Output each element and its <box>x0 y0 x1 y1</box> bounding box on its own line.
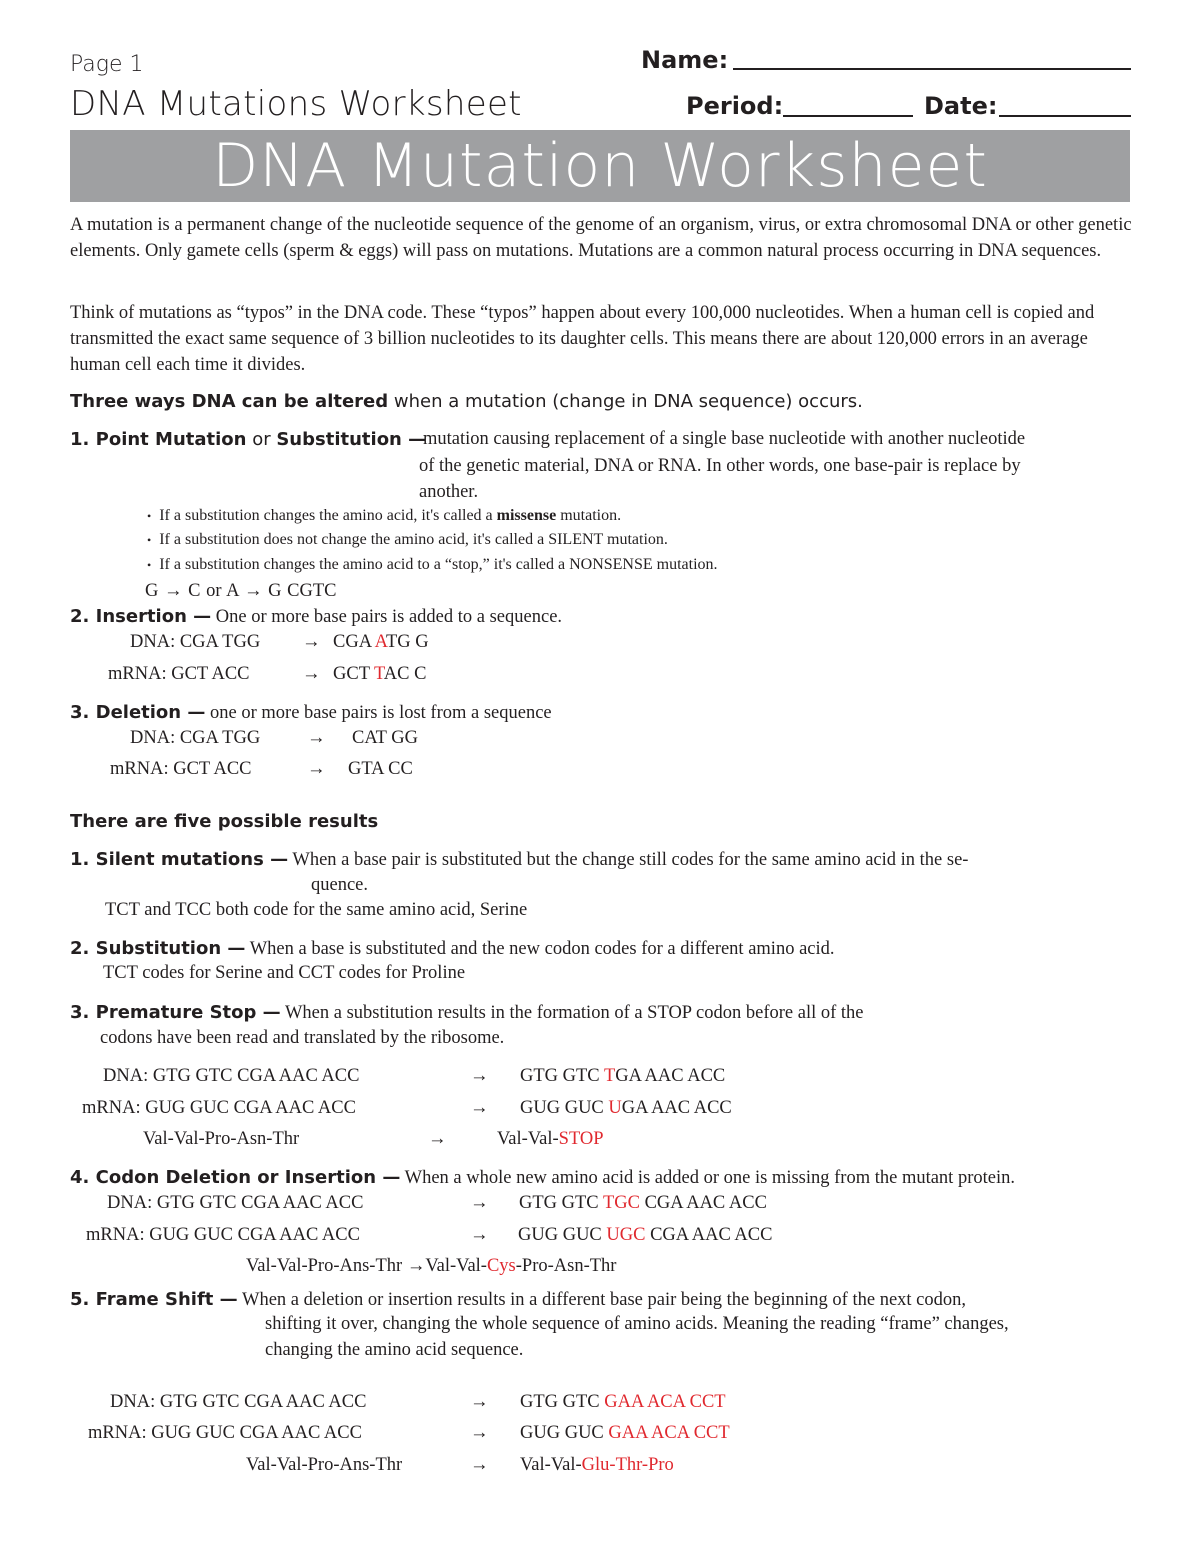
frameshift-desc-1: When a deletion or insertion results in a different base pair being the beginning of the next codon, <box>237 1290 967 1310</box>
premature-dna-right: GTG GTC TGA AAC ACC <box>520 1066 726 1086</box>
silent-title-line <box>70 849 968 871</box>
frameshift-dna-left: DNA: GTG GTC CGA AAC ACC <box>110 1392 367 1412</box>
date-label: Date: <box>924 92 998 120</box>
bullet-1-post: mutation. <box>556 507 622 524</box>
insertion-title: 2. Insertion — <box>70 606 212 627</box>
date-field[interactable] <box>999 115 1131 117</box>
premature-desc-2: codons have been read and translated by the ribosome. <box>100 1028 505 1048</box>
bullet-icon: • <box>147 533 152 547</box>
frameshift-desc-2: shifting it over, changing the whole sequence of amino acids. Meaning the reading “frame” changes, <box>265 1314 1009 1334</box>
premature-mrna-right: GUG GUC UGA AAC ACC <box>520 1098 732 1118</box>
silent-desc-1: When a base pair is substituted but the change still codes for the same amino acid in the se- <box>288 850 969 870</box>
insertion-dna-left: DNA: CGA TGG <box>130 632 261 652</box>
point-mutation-title <box>70 429 426 450</box>
arrow-icon: → <box>307 759 326 779</box>
name-label: Name: <box>641 46 729 74</box>
arrow-icon: → <box>307 728 326 748</box>
point-title-or: or <box>246 429 277 450</box>
deletion-dna-right: CAT GG <box>352 728 418 748</box>
codon-aa-line: Val-Val-Pro-Ans-Thr →Val-Val-Cys-Pro-Asn-Thr <box>246 1256 617 1276</box>
bullet-icon: • <box>147 509 152 523</box>
frameshift-title-line <box>70 1289 966 1311</box>
frameshift-aa-left: Val-Val-Pro-Ans-Thr <box>246 1455 403 1475</box>
arrow-icon: → <box>470 1423 489 1443</box>
frameshift-title: 5. Frame Shift — <box>70 1289 238 1310</box>
arrow-icon: → <box>302 664 321 684</box>
arrow-icon: → <box>470 1225 489 1245</box>
premature-aa-left: Val-Val-Pro-Asn-Thr <box>143 1129 300 1149</box>
frameshift-mrna-left: mRNA: GUG GUC CGA AAC ACC <box>88 1423 362 1443</box>
ways-heading-bold: Three ways DNA can be altered <box>70 391 389 412</box>
point-desc-3: another. <box>419 482 479 502</box>
arrow-icon: → <box>428 1129 447 1149</box>
arrow-icon: → <box>470 1098 489 1118</box>
codon-title: 4. Codon Deletion or Insertion — <box>70 1167 401 1188</box>
codon-dna-right: GTG GTC TGC CGA AAC ACC <box>519 1193 767 1213</box>
substitution-desc: When a base is substituted and the new codon codes for a different amino acid. <box>245 939 835 959</box>
insertion-title-line <box>70 606 562 628</box>
codon-mrna-left: mRNA: GUG GUC CGA AAC ACC <box>86 1225 360 1245</box>
point-bullet-1 <box>147 507 621 525</box>
arrow-icon: → <box>470 1193 489 1213</box>
worksheet-subtitle: DNA Mutations Worksheet <box>70 84 522 124</box>
codon-title-line <box>70 1167 1015 1189</box>
ways-heading-rest: when a mutation (change in DNA sequence) occurs. <box>388 391 863 412</box>
substitution-title: 2. Substitution — <box>70 938 246 959</box>
insertion-dna-right: CGA ATG G <box>333 632 429 652</box>
point-bullet-3 <box>147 556 718 574</box>
premature-aa-right: Val-Val-STOP <box>497 1129 604 1149</box>
period-label: Period: <box>686 92 784 120</box>
ways-heading <box>70 391 863 412</box>
arrow-icon: → <box>470 1392 489 1412</box>
arrow-icon: → <box>470 1066 489 1086</box>
point-title-a: 1. Point Mutation <box>70 429 247 450</box>
point-example: G → C or A → G CGTC <box>145 581 337 601</box>
silent-title: 1. Silent mutations — <box>70 849 289 870</box>
banner-title: DNA Mutation Worksheet <box>212 131 988 201</box>
point-title-b: Substitution — <box>276 429 427 450</box>
deletion-mrna-right: GTA CC <box>348 759 413 779</box>
name-field[interactable] <box>733 68 1131 70</box>
deletion-dna-left: DNA: CGA TGG <box>130 728 261 748</box>
insertion-desc: One or more base pairs is added to a sequence. <box>211 607 563 627</box>
premature-desc-1: When a substitution results in the formation of a STOP codon before all of the <box>280 1003 864 1023</box>
results-heading: There are five possible results <box>70 811 379 832</box>
deletion-title-line <box>70 702 552 724</box>
insertion-mrna-left: mRNA: GCT ACC <box>108 664 250 684</box>
codon-mrna-right: GUG GUC UGC CGA AAC ACC <box>518 1225 773 1245</box>
point-desc-1: mutation causing replacement of a single base nucleotide with another nucleotide <box>423 429 1026 449</box>
arrow-icon: → <box>470 1455 489 1475</box>
deletion-desc: one or more base pairs is lost from a sequence <box>205 703 552 723</box>
frameshift-dna-right: GTG GTC GAA ACA CCT <box>520 1392 726 1412</box>
point-bullet-2 <box>147 531 668 549</box>
insertion-mrna-right: GCT TAC C <box>333 664 427 684</box>
premature-title: 3. Premature Stop — <box>70 1002 281 1023</box>
bullet-icon: • <box>147 558 152 572</box>
frameshift-mrna-right: GUG GUC GAA ACA CCT <box>520 1423 730 1443</box>
arrow-icon: → <box>406 1256 426 1276</box>
codon-desc: When a whole new amino acid is added or one is missing from the mutant protein. <box>400 1168 1015 1188</box>
arrow-icon: → <box>302 632 321 652</box>
frameshift-desc-3: changing the amino acid sequence. <box>265 1340 524 1360</box>
frameshift-aa-right: Val-Val-Glu-Thr-Pro <box>520 1455 674 1475</box>
premature-title-line <box>70 1002 864 1024</box>
bullet-1-pre: If a substitution changes the amino acid, it's called a <box>159 507 497 524</box>
title-banner <box>70 130 1130 202</box>
codon-aa-left: Val-Val-Pro-Ans-Thr <box>246 1256 407 1276</box>
substitution-title-line <box>70 938 835 960</box>
silent-example: TCT and TCC both code for the same amino acid, Serine <box>105 900 528 920</box>
intro-paragraph-1: A mutation is a permanent change of the nucleotide sequence of the genome of an organism, virus, or extra chromosomal DNA or other genetic elements. Only gamete cells (sperm & eggs) will pass on mutations. Mutations are a common natural process occurring in DNA sequences. <box>70 215 1132 261</box>
bullet-3-text: If a substitution changes the amino acid to a “stop,” it's called a NONSENSE mutation. <box>159 556 718 573</box>
page-label: Page 1 <box>70 52 144 77</box>
premature-mrna-left: mRNA: GUG GUC CGA AAC ACC <box>82 1098 356 1118</box>
deletion-title: 3. Deletion — <box>70 702 206 723</box>
bullet-1-bold: missense <box>496 507 557 524</box>
substitution-example: TCT codes for Serine and CCT codes for Proline <box>103 963 466 983</box>
bullet-2-text: If a substitution does not change the amino acid, it's called a SILENT mutation. <box>159 531 668 548</box>
deletion-mrna-left: mRNA: GCT ACC <box>110 759 252 779</box>
point-desc-2: of the genetic material, DNA or RNA. In other words, one base-pair is replace by <box>419 456 1021 476</box>
period-field[interactable] <box>783 115 913 117</box>
silent-desc-2: quence. <box>311 875 369 895</box>
intro-paragraph-2: Think of mutations as “typos” in the DNA code. These “typos” happen about every 100,000 nucleotides. When a human cell is copied and transmitted the exact same sequence of 3 billion nucleotides to its daughter cells. This means there are about 120,000 errors in an average human cell each time it divides. <box>70 303 1095 375</box>
codon-dna-left: DNA: GTG GTC CGA AAC ACC <box>107 1193 364 1213</box>
premature-dna-left: DNA: GTG GTC CGA AAC ACC <box>103 1066 360 1086</box>
